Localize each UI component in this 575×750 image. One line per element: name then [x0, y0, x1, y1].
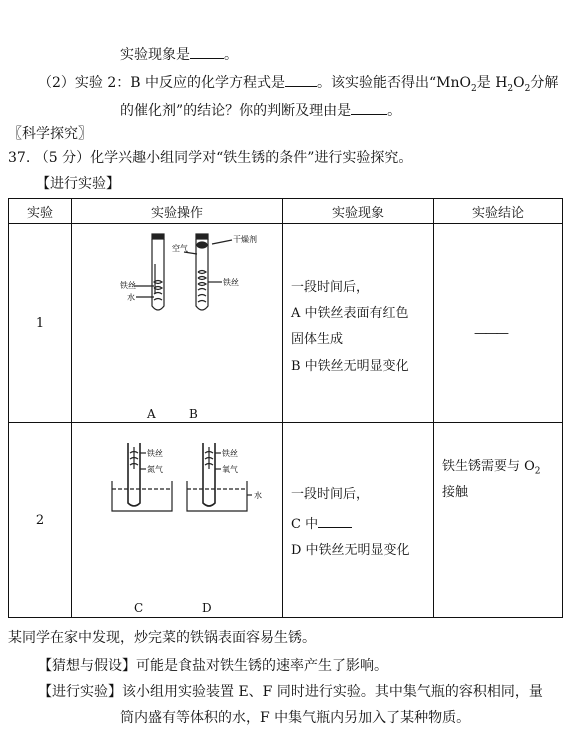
operation-cell	[72, 224, 283, 423]
conclusion-cell	[434, 224, 563, 423]
bottom-paragraph-4: 筒内盛有等体积的水，F 中集气瓶内另加入了某种物质。	[120, 710, 471, 726]
phenomenon-line: A 中铁丝表面有红色	[291, 306, 409, 321]
answer-blank	[318, 513, 352, 528]
header-cell: 实验现象	[283, 199, 434, 224]
bottom-paragraph-1: 某同学在家中发现，炒完菜的铁锅表面容易生锈。	[8, 630, 316, 646]
caption-c: C	[134, 601, 144, 615]
phenomenon-line: B 中铁丝无明显变化	[291, 359, 409, 374]
iron-wire-label: 铁丝	[223, 278, 239, 287]
experiment-number: 2	[9, 423, 72, 618]
bottom-paragraph-2: 【猜想与假设】可能是食盐对铁生锈的速率产生了影响。	[38, 658, 388, 674]
conclusion-cell	[434, 423, 563, 618]
table-row	[9, 224, 563, 423]
phenomenon-cell	[283, 224, 434, 423]
header-cell: 实验	[9, 199, 72, 224]
caption-d: D	[202, 601, 212, 615]
table-header-row	[9, 199, 563, 224]
question-line-3: 的催化剂”的结论？你的判断及理由是 。	[120, 100, 401, 121]
table-row	[9, 423, 563, 618]
caption-a: A	[147, 407, 156, 421]
iron-wire-label: 铁丝	[222, 449, 238, 458]
experiment-table	[8, 198, 563, 618]
nitrogen-label: 氮气	[147, 465, 163, 474]
answer-blank	[351, 100, 387, 115]
answer-blank	[190, 44, 224, 59]
iron-wire-label: 铁丝	[120, 281, 136, 290]
phenomenon-line: 一段时间后，	[291, 487, 370, 502]
conclusion-text: 铁生锈需要与 $O_2$	[442, 459, 541, 477]
section-heading: 〖科学探究〗	[8, 126, 92, 142]
phenomenon-line: 一段时间后，	[291, 280, 370, 295]
beaker-diagram-cd	[72, 423, 282, 618]
phenomenon-line: C 中	[291, 513, 352, 535]
water-label: 水	[127, 293, 135, 302]
do-experiment-heading: 【进行实验】	[36, 176, 120, 192]
desiccant-label: 干燥剂	[233, 235, 257, 244]
phenomenon-cell	[283, 423, 434, 618]
question-37: 37. （5 分）化学兴趣小组同学对“铁生锈的条件”进行实验探究。	[8, 150, 413, 166]
conclusion-text: 接触	[442, 485, 469, 500]
phenomenon-line: D 中铁丝无明显变化	[291, 543, 410, 558]
answer-blank	[285, 72, 317, 87]
header-cell: 实验操作	[72, 199, 283, 224]
water-label: 水	[254, 491, 262, 500]
question-line-2: （2）实验 2：B 中反应的化学方程式是 。该实验能否得出“MnO$_2$是 $H_2O_2$分解	[38, 72, 558, 93]
iron-wire-label: 铁丝	[147, 449, 163, 458]
header-cell: 实验结论	[434, 199, 563, 224]
caption-b: B	[189, 407, 198, 421]
bottom-paragraph-3: 【进行实验】该小组用实验装置 E、F 同时进行实验。其中集气瓶的容积相同，量	[38, 684, 543, 700]
test-tube-diagram-ab	[72, 224, 282, 423]
operation-cell	[72, 423, 283, 618]
conclusion-text: ———	[474, 326, 507, 341]
phenomenon-line: 固体生成	[291, 332, 344, 347]
air-label: 空气	[172, 244, 188, 253]
question-line-1: 实验现象是 。	[120, 44, 238, 65]
experiment-number: 1	[9, 224, 72, 423]
oxygen-label: 氧气	[222, 465, 238, 474]
